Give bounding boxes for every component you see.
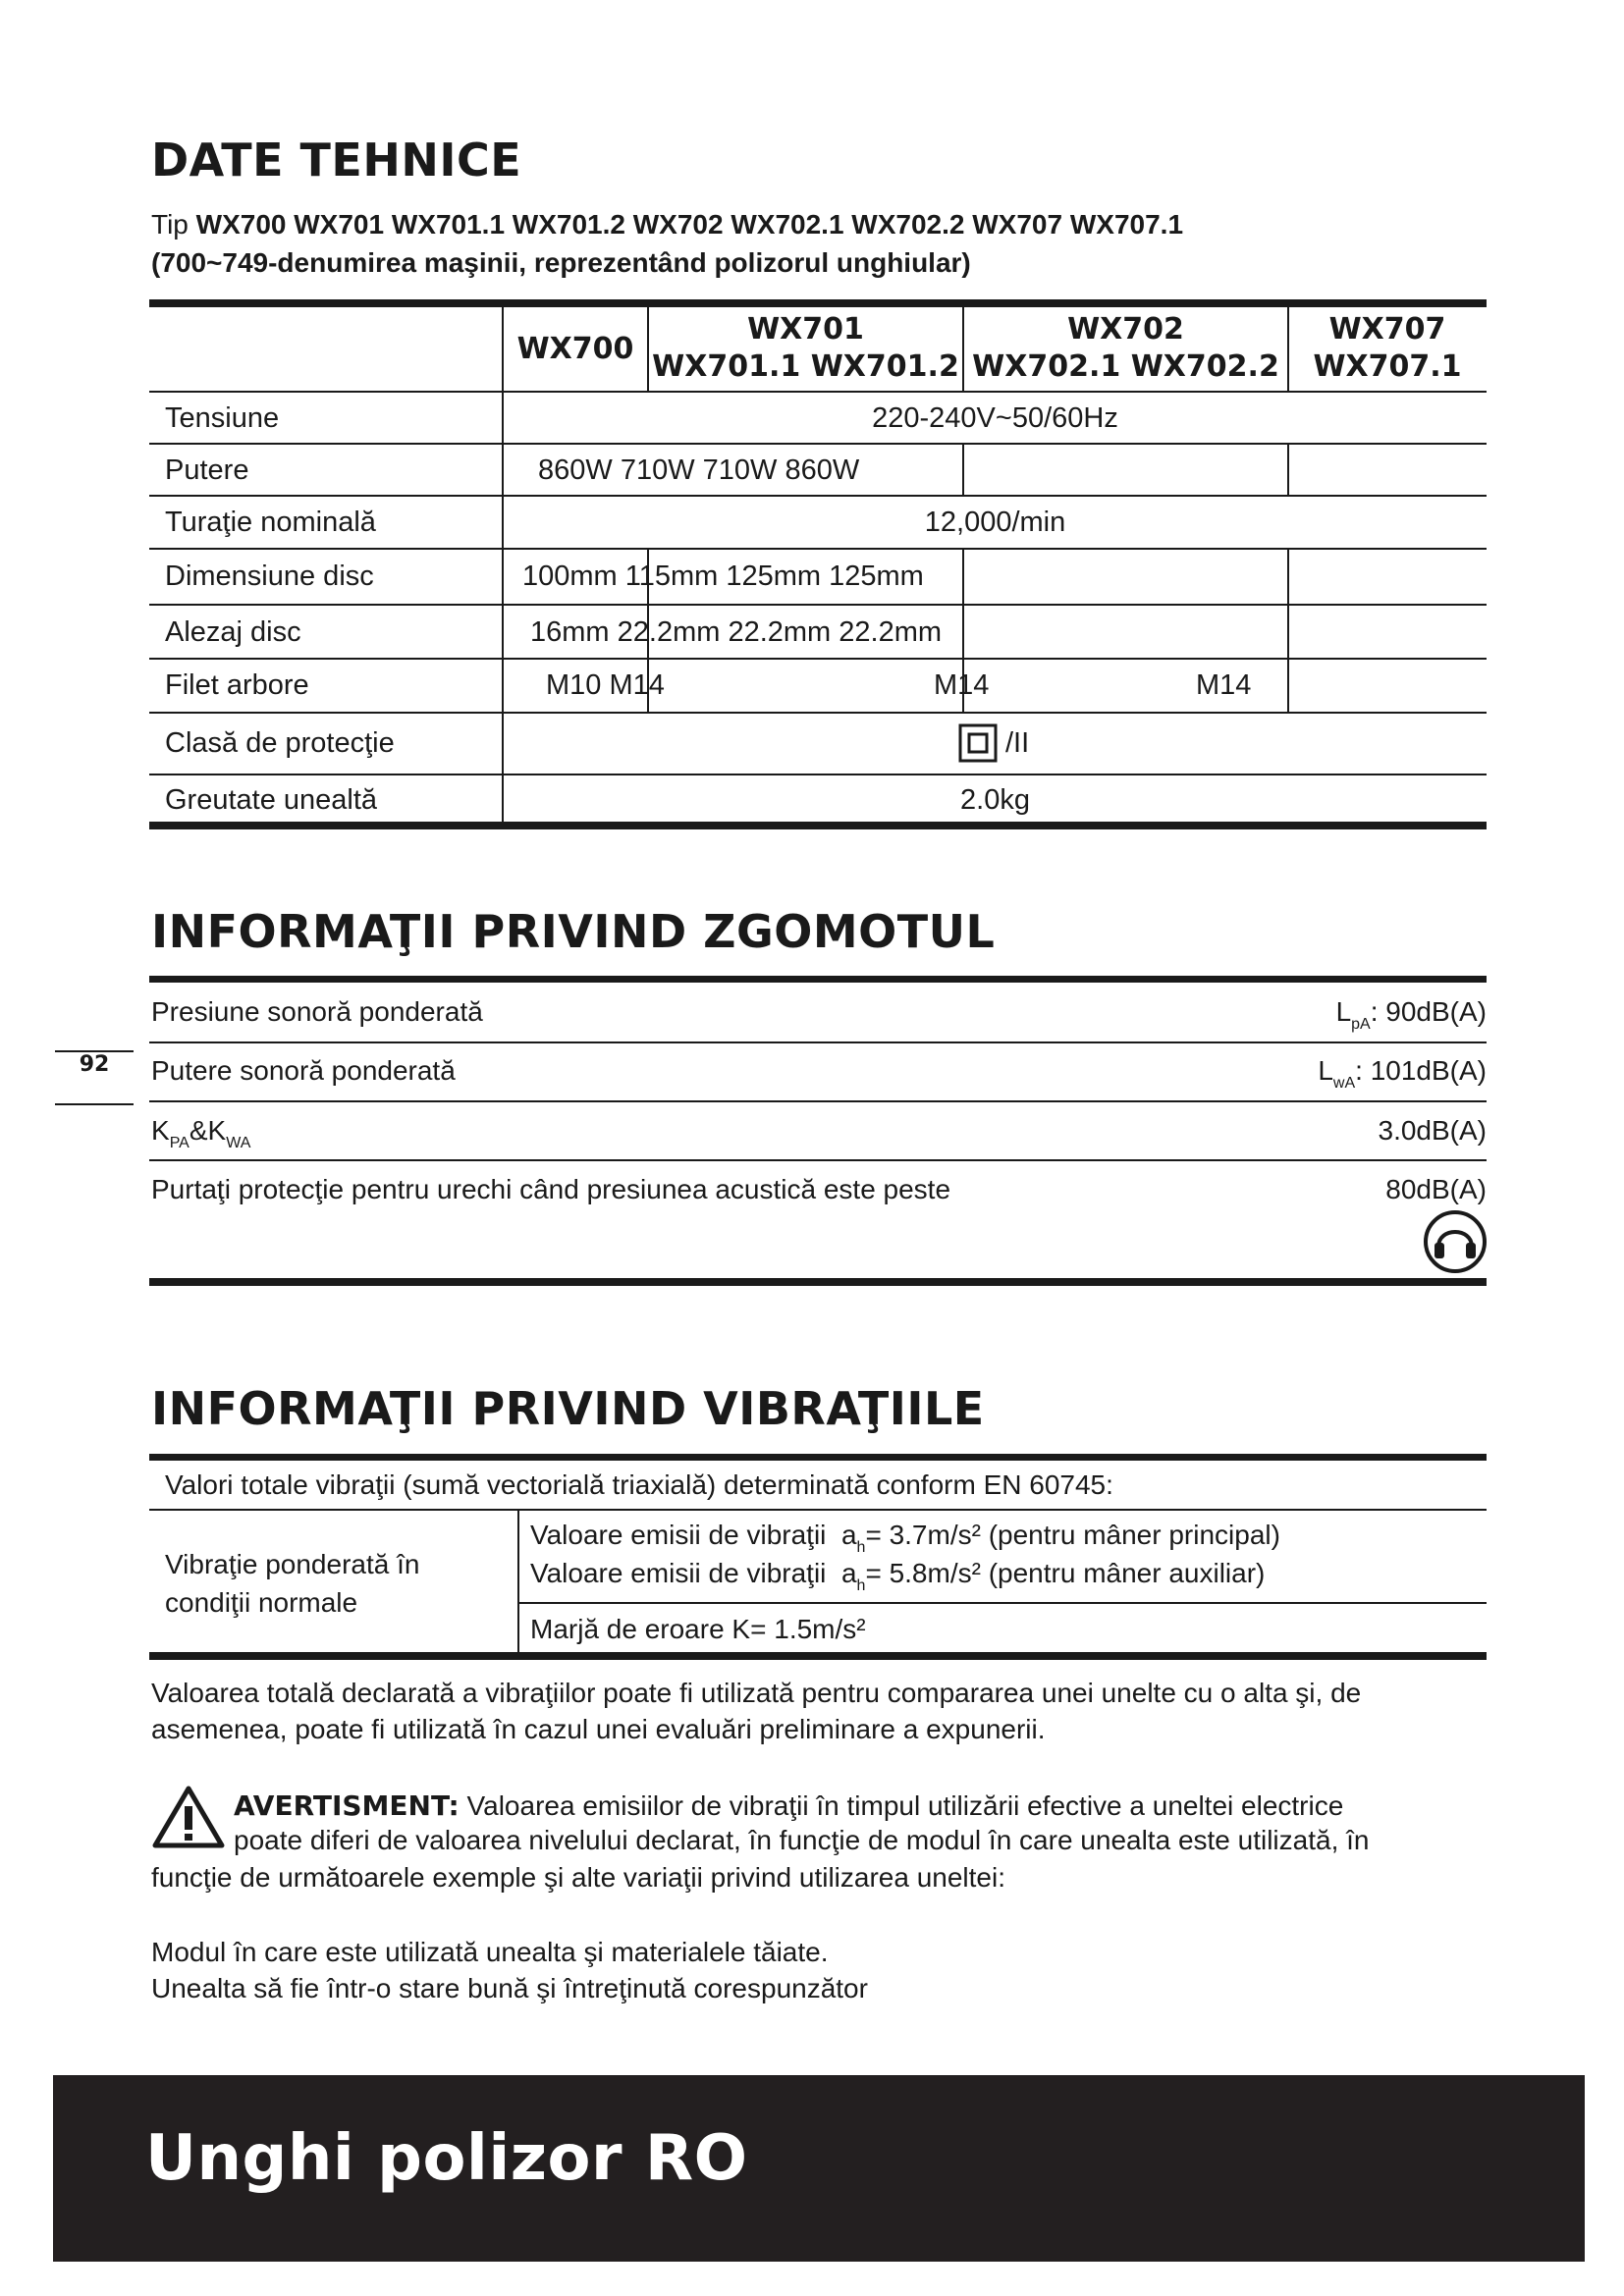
header-wx701: WX701	[747, 312, 864, 347]
col-divider	[1287, 548, 1289, 712]
col-divider	[502, 307, 504, 822]
type-prefix: Tip	[151, 209, 189, 240]
lwa-value: : 101dB(A)	[1355, 1055, 1487, 1086]
noise-pressure-value	[1080, 996, 1487, 1034]
vibration-col-divider	[517, 1509, 519, 1652]
ah-subscript: h	[856, 1577, 866, 1594]
list-item: Unealta să fie într-o stare bună şi întreţinută corespunzător	[151, 1973, 868, 2003]
warning-line-2: poate diferi de valoarea nivelului declarat, în funcţie de modul în care unealta este utilizată, în	[234, 1825, 1370, 1855]
noise-pressure-label: Presiune sonoră ponderată	[151, 996, 483, 1027]
warning-line-1	[234, 1789, 1343, 1822]
noise-bottom-rule	[149, 1278, 1487, 1286]
ah-symbol: a	[840, 1520, 857, 1550]
ah-subscript: h	[856, 1539, 866, 1556]
row-divider	[149, 774, 1487, 775]
kwa-subscript: WA	[226, 1135, 251, 1151]
noise-k-label	[151, 1115, 250, 1152]
footer-title: Unghi polizor RO	[145, 2122, 748, 2195]
label-disc: Dimensiune disc	[165, 561, 374, 592]
label-class: Clasă de protecţie	[165, 727, 395, 759]
warning-text-1: Valoarea emisiilor de vibraţii în timpul utilizării efective a uneltei electrice	[466, 1790, 1344, 1821]
warning-label: AVERTISMENT:	[234, 1789, 460, 1822]
label-bore: Alezaj disc	[165, 616, 301, 648]
vibration-main-handle	[530, 1520, 1280, 1557]
label-speed: Turaţie nominală	[165, 507, 376, 538]
noise-divider	[149, 1100, 1487, 1102]
label-weight: Greutate unealtă	[165, 784, 378, 816]
ah-value-aux: = 5.8m/s² (pentru mâner auxiliar)	[865, 1558, 1266, 1588]
vibration-title: INFORMAŢII PRIVIND VIBRAŢIILE	[151, 1382, 985, 1435]
noise-ear-value: 80dB(A)	[1385, 1174, 1487, 1204]
row-divider	[149, 604, 1487, 606]
row-divider	[149, 495, 1487, 497]
row-divider	[149, 712, 1487, 714]
row-divider	[149, 548, 1487, 550]
vibration-margin: Marjă de eroare K= 1.5m/s²	[530, 1614, 866, 1644]
lpa-value: : 90dB(A)	[1370, 996, 1487, 1027]
kpa-symbol: K	[151, 1115, 170, 1146]
vibration-divider	[517, 1602, 1487, 1604]
label-voltage: Tensiune	[165, 402, 280, 434]
table-bottom-rule	[149, 822, 1487, 829]
vibration-aux-handle	[530, 1558, 1265, 1595]
value-weight: 2.0kg	[960, 784, 1030, 816]
value-disc: 100mm 115mm 125mm 125mm	[522, 561, 924, 592]
vibration-header: Valori totale vibraţii (sumă vectorială triaxială) determinată conform EN 60745:	[165, 1469, 1113, 1500]
noise-title: INFORMAŢII PRIVIND ZGOMOTUL	[151, 905, 996, 958]
vibration-label-1: Vibraţie ponderată în	[165, 1549, 420, 1579]
lpa-symbol: L	[1335, 996, 1352, 1027]
value-class: /II	[1005, 727, 1030, 759]
value-thread-2: M14	[934, 669, 990, 701]
double-insulation-icon	[958, 723, 998, 763]
tech-title: DATE TEHNICE	[151, 133, 522, 187]
value-power: 860W 710W 710W 860W	[538, 454, 860, 486]
warning-icon	[151, 1785, 226, 1849]
kwa-symbol: &K	[189, 1115, 227, 1146]
value-speed: 12,000/min	[924, 507, 1066, 538]
type-models: WX700 WX701 WX701.1 WX701.2 WX702 WX702.1 WX702.2 WX707 WX707.1	[195, 209, 1184, 240]
col-divider	[1287, 443, 1289, 495]
noise-power-label: Putere sonoră ponderată	[151, 1055, 456, 1086]
page-number-rule-bottom	[55, 1103, 134, 1105]
type-note: (700~749-denumirea maşinii, reprezentând polizorul unghiular)	[151, 247, 971, 278]
row-divider	[149, 658, 1487, 660]
header-wx702-variants: WX702.1 WX702.2	[972, 349, 1279, 384]
value-bore: 16mm 22.2mm 22.2mm 22.2mm	[530, 616, 943, 648]
type-line	[151, 209, 1183, 240]
header-wx700: WX700	[516, 332, 634, 366]
value-thread-1: M10 M14	[546, 669, 665, 701]
vibration-paragraph-line-2: asemenea, poate fi utilizată în cazul unei evaluări preliminare a expunerii.	[151, 1714, 1046, 1744]
vibration-bottom-rule	[149, 1652, 1487, 1660]
lwa-symbol: L	[1318, 1055, 1333, 1086]
noise-k-value: 3.0dB(A)	[1378, 1115, 1487, 1146]
noise-ear-label: Purtaţi protecţie pentru urechi când presiunea acustică este peste	[151, 1174, 951, 1204]
noise-top-rule	[149, 976, 1487, 983]
ear-protection-icon	[1423, 1209, 1488, 1274]
lpa-subscript: pA	[1351, 1016, 1371, 1033]
noise-power-value	[1080, 1055, 1487, 1093]
noise-divider	[149, 1041, 1487, 1043]
noise-divider	[149, 1159, 1487, 1161]
footer-band	[53, 2075, 1585, 2262]
vibration-top-rule	[149, 1454, 1487, 1461]
warning-line-3: funcţie de următoarele exemple şi alte variaţii privind utilizarea uneltei:	[151, 1862, 1005, 1893]
label-thread: Filet arbore	[165, 669, 309, 701]
kpa-subscript: PA	[169, 1135, 189, 1151]
row-divider	[149, 443, 1487, 445]
lwa-subscript: wA	[1332, 1075, 1356, 1092]
vibration-divider	[149, 1509, 1487, 1511]
row-divider	[149, 391, 1487, 393]
label-power: Putere	[165, 454, 249, 486]
table-top-rule	[149, 299, 1487, 307]
header-wx701-variants: WX701.1 WX701.2	[652, 349, 959, 384]
ah-value-main: = 3.7m/s² (pentru mâner principal)	[865, 1520, 1280, 1550]
page-number: 92	[79, 1052, 110, 1077]
list-item: Modul în care este utilizată unealta şi materialele tăiate.	[151, 1937, 829, 1967]
emission-text: Valoare emisii de vibraţii	[530, 1520, 827, 1550]
header-wx707: WX707	[1328, 312, 1446, 347]
col-divider	[962, 443, 964, 495]
vibration-label-2: condiţii normale	[165, 1587, 358, 1618]
header-wx702: WX702	[1067, 312, 1184, 347]
emission-text: Valoare emisii de vibraţii	[530, 1558, 827, 1588]
value-voltage: 220-240V~50/60Hz	[872, 402, 1118, 434]
value-thread-3: M14	[1196, 669, 1252, 701]
header-wx707-variants: WX707.1	[1313, 349, 1462, 384]
vibration-paragraph-line-1: Valoarea totală declarată a vibraţiilor poate fi utilizată pentru compararea unei unelte cu o alta şi, de	[151, 1678, 1362, 1708]
ah-symbol: a	[840, 1558, 857, 1588]
